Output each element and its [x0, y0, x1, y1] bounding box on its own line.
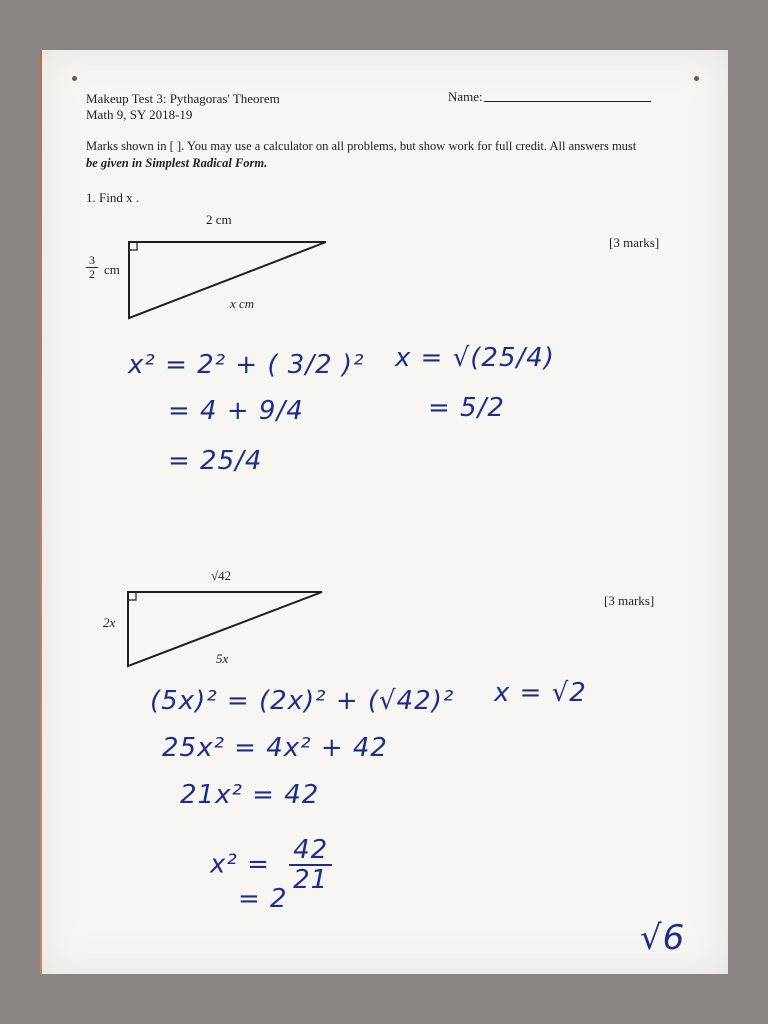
q1-prompt: 1. Find x .: [86, 190, 140, 205]
q1-left-unit: cm: [104, 262, 120, 277]
q2-work-line2: 25x² = 4x² + 42: [162, 733, 388, 763]
q2-work-line5: = 2: [238, 884, 288, 914]
q1-answer-line1: x = √(25/4): [395, 343, 555, 373]
q2-work-line4: x² = $\frac{42}{21}$: [210, 836, 332, 894]
q2-answer: x = √2: [494, 678, 587, 708]
course-label: Math 9, SY 2018-19: [86, 107, 193, 122]
test-title: Makeup Test 3: Pythagoras' Theorem: [86, 91, 280, 106]
instructions-text: Marks shown in [ ]. You may use a calculator on all problems, but show work for full credit. All answers must: [86, 139, 637, 153]
q2-work-line3: 21x² = 42: [180, 780, 320, 810]
q1-top-label: 2 cm: [206, 212, 232, 227]
q2-marks: [3 marks]: [604, 593, 655, 608]
q1-left-fraction: $\frac{3}{2}$: [86, 254, 98, 281]
q1-marks: [3 marks]: [609, 235, 660, 250]
q1-answer-line2: = 5/2: [428, 393, 505, 423]
q1-hyp-label: x cm: [230, 296, 255, 311]
q2-top-label: √42: [211, 568, 232, 583]
q1-work-line1: x² = 2² + ( 3/2 )²: [128, 350, 365, 380]
instructions-bold: be given in Simplest Radical Form.: [86, 156, 268, 170]
q2-hyp-label: 5x: [216, 651, 229, 666]
q2-left-label: 2x: [103, 615, 116, 630]
name-label: Name:: [448, 89, 483, 104]
q1-work-line2: = 4 + 9/4: [168, 396, 304, 426]
q2-work-line1: (5x)² = (2x)² + (√42)²: [150, 686, 455, 716]
q1-work-line3: = 25/4: [168, 446, 263, 476]
q2-score-mark: √6: [640, 918, 686, 958]
